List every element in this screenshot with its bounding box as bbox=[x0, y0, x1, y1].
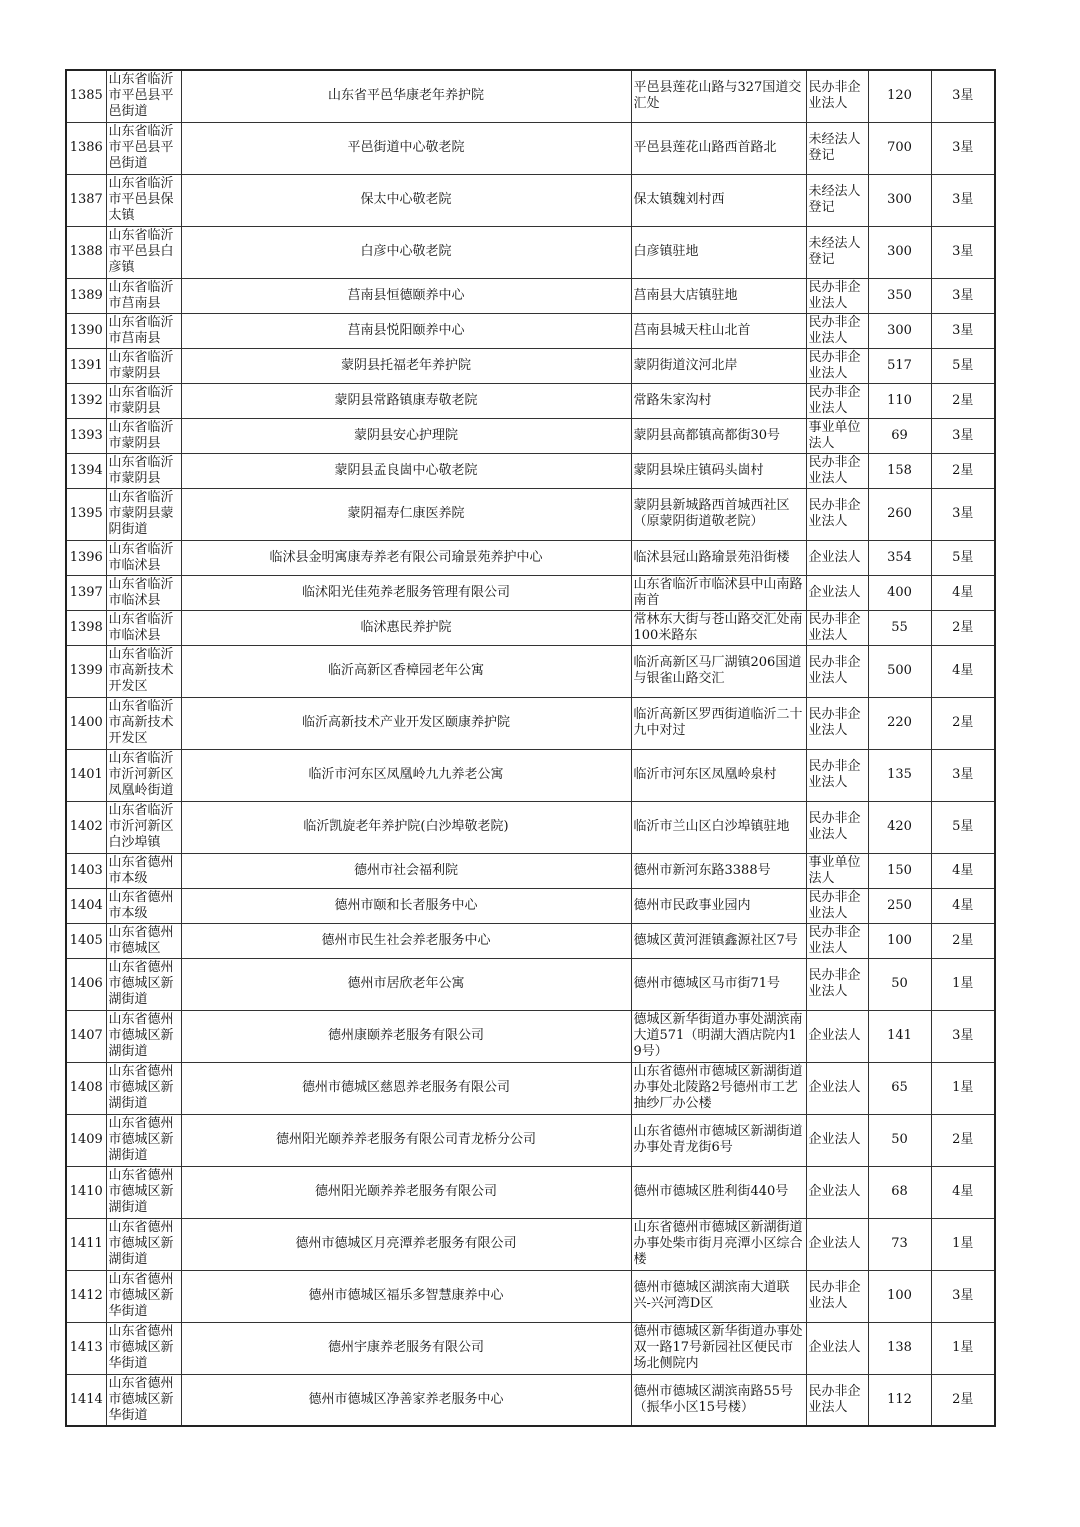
table-row bbox=[66, 853, 995, 888]
legal-type-cell: 事业单位法人 bbox=[806, 418, 868, 453]
star-rating-cell: 3星 bbox=[931, 122, 995, 174]
address-cell: 蒙阴县高都镇高都街30号 bbox=[631, 418, 806, 453]
bed-count-cell: 260 bbox=[868, 488, 931, 540]
region-cell: 山东省临沂市平邑县保太镇 bbox=[106, 174, 181, 226]
row-number-cell: 1397 bbox=[66, 575, 106, 610]
facility-name-cell: 德州市颐和长者服务中心 bbox=[181, 888, 631, 923]
address-cell: 山东省德州市德城区新湖街道办事处青龙街6号 bbox=[631, 1114, 806, 1166]
star-rating-cell: 3星 bbox=[931, 418, 995, 453]
bed-count-cell: 100 bbox=[868, 923, 931, 958]
bed-count-cell: 120 bbox=[868, 70, 931, 122]
address-cell: 蒙阴县新城路西首城西社区（原蒙阴街道敬老院） bbox=[631, 488, 806, 540]
row-number-cell: 1410 bbox=[66, 1166, 106, 1218]
row-number-cell: 1411 bbox=[66, 1218, 106, 1270]
address-cell: 临沂市河东区凤凰岭泉村 bbox=[631, 749, 806, 801]
star-rating-cell: 2星 bbox=[931, 697, 995, 749]
region-cell: 山东省临沂市沂河新区凤凰岭街道 bbox=[106, 749, 181, 801]
region-cell: 山东省临沂市莒南县 bbox=[106, 278, 181, 313]
region-cell: 山东省临沂市高新技术开发区 bbox=[106, 645, 181, 697]
bed-count-cell: 68 bbox=[868, 1166, 931, 1218]
address-cell: 常林东大街与苍山路交汇处南100米路东 bbox=[631, 610, 806, 645]
bed-count-cell: 300 bbox=[868, 313, 931, 348]
bed-count-cell: 100 bbox=[868, 1270, 931, 1322]
region-cell: 山东省临沂市临沭县 bbox=[106, 575, 181, 610]
table-row bbox=[66, 1218, 995, 1270]
row-number-cell: 1394 bbox=[66, 453, 106, 488]
row-number-cell: 1408 bbox=[66, 1062, 106, 1114]
row-number-cell: 1392 bbox=[66, 383, 106, 418]
bed-count-cell: 141 bbox=[868, 1010, 931, 1062]
legal-type-cell: 民办非企业法人 bbox=[806, 70, 868, 122]
legal-type-cell: 民办非企业法人 bbox=[806, 1270, 868, 1322]
facility-name-cell: 德州市居欣老年公寓 bbox=[181, 958, 631, 1010]
star-rating-cell: 4星 bbox=[931, 645, 995, 697]
region-cell: 山东省德州市德城区新湖街道 bbox=[106, 958, 181, 1010]
facility-name-cell: 白彦中心敬老院 bbox=[181, 226, 631, 278]
bed-count-cell: 55 bbox=[868, 610, 931, 645]
bed-count-cell: 220 bbox=[868, 697, 931, 749]
address-cell: 临沂市兰山区白沙埠镇驻地 bbox=[631, 801, 806, 853]
table-row bbox=[66, 888, 995, 923]
region-cell: 山东省德州市德城区新华街道 bbox=[106, 1322, 181, 1374]
star-rating-cell: 2星 bbox=[931, 453, 995, 488]
facility-name-cell: 德州市社会福利院 bbox=[181, 853, 631, 888]
legal-type-cell: 民办非企业法人 bbox=[806, 610, 868, 645]
bed-count-cell: 135 bbox=[868, 749, 931, 801]
address-cell: 山东省德州市德城区新湖街道办事处北陵路2号德州市工艺抽纱厂办公楼 bbox=[631, 1062, 806, 1114]
legal-type-cell: 民办非企业法人 bbox=[806, 697, 868, 749]
star-rating-cell: 3星 bbox=[931, 70, 995, 122]
address-cell: 临沂高新区罗西街道临沂二十九中对过 bbox=[631, 697, 806, 749]
table-row bbox=[66, 122, 995, 174]
star-rating-cell: 4星 bbox=[931, 888, 995, 923]
region-cell: 山东省临沂市蒙阴县 bbox=[106, 348, 181, 383]
row-number-cell: 1391 bbox=[66, 348, 106, 383]
facility-name-cell: 临沭阳光佳苑养老服务管理有限公司 bbox=[181, 575, 631, 610]
table-row bbox=[66, 1270, 995, 1322]
facility-name-cell: 德州市德城区福乐多智慧康养中心 bbox=[181, 1270, 631, 1322]
region-cell: 山东省德州市本级 bbox=[106, 888, 181, 923]
bed-count-cell: 300 bbox=[868, 174, 931, 226]
facility-name-cell: 平邑街道中心敬老院 bbox=[181, 122, 631, 174]
table-row bbox=[66, 1062, 995, 1114]
legal-type-cell: 企业法人 bbox=[806, 1166, 868, 1218]
bed-count-cell: 158 bbox=[868, 453, 931, 488]
region-cell: 山东省临沂市平邑县平邑街道 bbox=[106, 122, 181, 174]
legal-type-cell: 未经法人登记 bbox=[806, 226, 868, 278]
table-row bbox=[66, 1010, 995, 1062]
region-cell: 山东省德州市德城区新湖街道 bbox=[106, 1062, 181, 1114]
region-cell: 山东省德州市本级 bbox=[106, 853, 181, 888]
row-number-cell: 1395 bbox=[66, 488, 106, 540]
star-rating-cell: 3星 bbox=[931, 749, 995, 801]
table-row bbox=[66, 575, 995, 610]
address-cell: 莒南县城天柱山北首 bbox=[631, 313, 806, 348]
bed-count-cell: 354 bbox=[868, 540, 931, 575]
row-number-cell: 1385 bbox=[66, 70, 106, 122]
facility-name-cell: 山东省平邑华康老年养护院 bbox=[181, 70, 631, 122]
legal-type-cell: 民办非企业法人 bbox=[806, 958, 868, 1010]
table-row bbox=[66, 749, 995, 801]
facility-name-cell: 德州宇康养老服务有限公司 bbox=[181, 1322, 631, 1374]
star-rating-cell: 3星 bbox=[931, 1270, 995, 1322]
row-number-cell: 1405 bbox=[66, 923, 106, 958]
legal-type-cell: 企业法人 bbox=[806, 540, 868, 575]
region-cell: 山东省临沂市莒南县 bbox=[106, 313, 181, 348]
star-rating-cell: 3星 bbox=[931, 488, 995, 540]
bed-count-cell: 300 bbox=[868, 226, 931, 278]
region-cell: 山东省德州市德城区新华街道 bbox=[106, 1374, 181, 1426]
bed-count-cell: 350 bbox=[868, 278, 931, 313]
region-cell: 山东省临沂市平邑县白彦镇 bbox=[106, 226, 181, 278]
bed-count-cell: 420 bbox=[868, 801, 931, 853]
table-row bbox=[66, 801, 995, 853]
facility-name-cell: 莒南县悦阳颐养中心 bbox=[181, 313, 631, 348]
facility-name-cell: 德州康颐养老服务有限公司 bbox=[181, 1010, 631, 1062]
facility-name-cell: 蒙阴县孟良崮中心敬老院 bbox=[181, 453, 631, 488]
row-number-cell: 1402 bbox=[66, 801, 106, 853]
table-row bbox=[66, 313, 995, 348]
region-cell: 山东省德州市德城区新湖街道 bbox=[106, 1010, 181, 1062]
star-rating-cell: 5星 bbox=[931, 801, 995, 853]
row-number-cell: 1404 bbox=[66, 888, 106, 923]
facility-name-cell: 德州阳光颐养养老服务有限公司青龙桥分公司 bbox=[181, 1114, 631, 1166]
region-cell: 山东省临沂市临沭县 bbox=[106, 610, 181, 645]
facility-name-cell: 临沭惠民养护院 bbox=[181, 610, 631, 645]
table-row bbox=[66, 610, 995, 645]
address-cell: 平邑县莲花山路与327国道交汇处 bbox=[631, 70, 806, 122]
table-row bbox=[66, 453, 995, 488]
bed-count-cell: 65 bbox=[868, 1062, 931, 1114]
table-row bbox=[66, 278, 995, 313]
facility-name-cell: 临沭县金明寓康寿养老有限公司瑜景苑养护中心 bbox=[181, 540, 631, 575]
row-number-cell: 1414 bbox=[66, 1374, 106, 1426]
address-cell: 德城区黄河涯镇鑫源社区7号 bbox=[631, 923, 806, 958]
table-row bbox=[66, 1322, 995, 1374]
facility-name-cell: 德州市民生社会养老服务中心 bbox=[181, 923, 631, 958]
facility-table bbox=[65, 69, 996, 1427]
facility-name-cell: 蒙阴县安心护理院 bbox=[181, 418, 631, 453]
bed-count-cell: 700 bbox=[868, 122, 931, 174]
region-cell: 山东省临沂市平邑县平邑街道 bbox=[106, 70, 181, 122]
table-row bbox=[66, 1166, 995, 1218]
region-cell: 山东省临沂市沂河新区白沙埠镇 bbox=[106, 801, 181, 853]
address-cell: 平邑县莲花山路西首路北 bbox=[631, 122, 806, 174]
facility-table-body bbox=[66, 70, 995, 1426]
bed-count-cell: 112 bbox=[868, 1374, 931, 1426]
region-cell: 山东省德州市德城区新华街道 bbox=[106, 1270, 181, 1322]
bed-count-cell: 138 bbox=[868, 1322, 931, 1374]
star-rating-cell: 1星 bbox=[931, 958, 995, 1010]
star-rating-cell: 1星 bbox=[931, 1218, 995, 1270]
row-number-cell: 1409 bbox=[66, 1114, 106, 1166]
star-rating-cell: 4星 bbox=[931, 853, 995, 888]
legal-type-cell: 民办非企业法人 bbox=[806, 348, 868, 383]
legal-type-cell: 民办非企业法人 bbox=[806, 313, 868, 348]
address-cell: 德州市民政事业园内 bbox=[631, 888, 806, 923]
legal-type-cell: 企业法人 bbox=[806, 1062, 868, 1114]
bed-count-cell: 110 bbox=[868, 383, 931, 418]
bed-count-cell: 50 bbox=[868, 958, 931, 1010]
facility-name-cell: 临沂市河东区凤凰岭九九养老公寓 bbox=[181, 749, 631, 801]
table-row bbox=[66, 383, 995, 418]
star-rating-cell: 4星 bbox=[931, 1166, 995, 1218]
row-number-cell: 1407 bbox=[66, 1010, 106, 1062]
row-number-cell: 1387 bbox=[66, 174, 106, 226]
star-rating-cell: 5星 bbox=[931, 348, 995, 383]
row-number-cell: 1393 bbox=[66, 418, 106, 453]
address-cell: 临沭县冠山路瑜景苑沿街楼 bbox=[631, 540, 806, 575]
bed-count-cell: 250 bbox=[868, 888, 931, 923]
row-number-cell: 1406 bbox=[66, 958, 106, 1010]
legal-type-cell: 民办非企业法人 bbox=[806, 923, 868, 958]
star-rating-cell: 3星 bbox=[931, 278, 995, 313]
legal-type-cell: 民办非企业法人 bbox=[806, 801, 868, 853]
table-row bbox=[66, 697, 995, 749]
table-row bbox=[66, 226, 995, 278]
legal-type-cell: 事业单位法人 bbox=[806, 853, 868, 888]
region-cell: 山东省临沂市临沭县 bbox=[106, 540, 181, 575]
facility-name-cell: 德州市德城区净善家养老服务中心 bbox=[181, 1374, 631, 1426]
row-number-cell: 1403 bbox=[66, 853, 106, 888]
table-row bbox=[66, 174, 995, 226]
star-rating-cell: 4星 bbox=[931, 575, 995, 610]
region-cell: 山东省临沂市蒙阴县 bbox=[106, 418, 181, 453]
star-rating-cell: 2星 bbox=[931, 610, 995, 645]
table-row bbox=[66, 488, 995, 540]
region-cell: 山东省德州市德城区新湖街道 bbox=[106, 1218, 181, 1270]
bed-count-cell: 69 bbox=[868, 418, 931, 453]
region-cell: 山东省临沂市蒙阴县 bbox=[106, 383, 181, 418]
table-row bbox=[66, 645, 995, 697]
row-number-cell: 1399 bbox=[66, 645, 106, 697]
table-row bbox=[66, 70, 995, 122]
legal-type-cell: 民办非企业法人 bbox=[806, 383, 868, 418]
address-cell: 山东省德州市德城区新湖街道办事处柴市街月亮潭小区综合楼 bbox=[631, 1218, 806, 1270]
region-cell: 山东省德州市德城区新湖街道 bbox=[106, 1114, 181, 1166]
legal-type-cell: 民办非企业法人 bbox=[806, 645, 868, 697]
address-cell: 保太镇魏刘村西 bbox=[631, 174, 806, 226]
region-cell: 山东省德州市德城区新湖街道 bbox=[106, 1166, 181, 1218]
row-number-cell: 1390 bbox=[66, 313, 106, 348]
star-rating-cell: 1星 bbox=[931, 1062, 995, 1114]
table-row bbox=[66, 958, 995, 1010]
star-rating-cell: 5星 bbox=[931, 540, 995, 575]
facility-name-cell: 临沂凯旋老年养护院(白沙埠敬老院) bbox=[181, 801, 631, 853]
region-cell: 山东省临沂市蒙阴县 bbox=[106, 453, 181, 488]
legal-type-cell: 民办非企业法人 bbox=[806, 278, 868, 313]
address-cell: 白彦镇驻地 bbox=[631, 226, 806, 278]
address-cell: 德州市德城区湖滨南路55号（振华小区15号楼） bbox=[631, 1374, 806, 1426]
star-rating-cell: 3星 bbox=[931, 313, 995, 348]
legal-type-cell: 民办非企业法人 bbox=[806, 453, 868, 488]
address-cell: 蒙阴街道汶河北岸 bbox=[631, 348, 806, 383]
bed-count-cell: 50 bbox=[868, 1114, 931, 1166]
facility-name-cell: 德州市德城区月亮潭养老服务有限公司 bbox=[181, 1218, 631, 1270]
row-number-cell: 1386 bbox=[66, 122, 106, 174]
row-number-cell: 1413 bbox=[66, 1322, 106, 1374]
facility-name-cell: 蒙阴县托福老年养护院 bbox=[181, 348, 631, 383]
star-rating-cell: 2星 bbox=[931, 923, 995, 958]
bed-count-cell: 500 bbox=[868, 645, 931, 697]
facility-name-cell: 临沂高新技术产业开发区颐康养护院 bbox=[181, 697, 631, 749]
legal-type-cell: 企业法人 bbox=[806, 1114, 868, 1166]
address-cell: 德州市德城区马市街71号 bbox=[631, 958, 806, 1010]
table-row bbox=[66, 1374, 995, 1426]
table-row bbox=[66, 1114, 995, 1166]
address-cell: 莒南县大店镇驻地 bbox=[631, 278, 806, 313]
row-number-cell: 1389 bbox=[66, 278, 106, 313]
legal-type-cell: 民办非企业法人 bbox=[806, 888, 868, 923]
table-row bbox=[66, 540, 995, 575]
legal-type-cell: 企业法人 bbox=[806, 575, 868, 610]
row-number-cell: 1401 bbox=[66, 749, 106, 801]
row-number-cell: 1398 bbox=[66, 610, 106, 645]
row-number-cell: 1396 bbox=[66, 540, 106, 575]
bed-count-cell: 400 bbox=[868, 575, 931, 610]
address-cell: 常路朱家沟村 bbox=[631, 383, 806, 418]
facility-name-cell: 蒙阴县常路镇康寿敬老院 bbox=[181, 383, 631, 418]
address-cell: 临沂高新区马厂湖镇206国道与银雀山路交汇 bbox=[631, 645, 806, 697]
facility-name-cell: 保太中心敬老院 bbox=[181, 174, 631, 226]
row-number-cell: 1388 bbox=[66, 226, 106, 278]
facility-name-cell: 蒙阴福寿仁康医养院 bbox=[181, 488, 631, 540]
address-cell: 蒙阴县垛庄镇码头崮村 bbox=[631, 453, 806, 488]
address-cell: 德州市新河东路3388号 bbox=[631, 853, 806, 888]
legal-type-cell: 未经法人登记 bbox=[806, 174, 868, 226]
star-rating-cell: 2星 bbox=[931, 1374, 995, 1426]
table-row bbox=[66, 923, 995, 958]
legal-type-cell: 民办非企业法人 bbox=[806, 749, 868, 801]
bed-count-cell: 150 bbox=[868, 853, 931, 888]
facility-name-cell: 临沂高新区香樟园老年公寓 bbox=[181, 645, 631, 697]
legal-type-cell: 企业法人 bbox=[806, 1218, 868, 1270]
star-rating-cell: 2星 bbox=[931, 383, 995, 418]
region-cell: 山东省临沂市高新技术开发区 bbox=[106, 697, 181, 749]
legal-type-cell: 民办非企业法人 bbox=[806, 488, 868, 540]
bed-count-cell: 73 bbox=[868, 1218, 931, 1270]
address-cell: 德州市德城区新华街道办事处双一路17号新园社区便民市场北侧院内 bbox=[631, 1322, 806, 1374]
row-number-cell: 1412 bbox=[66, 1270, 106, 1322]
row-number-cell: 1400 bbox=[66, 697, 106, 749]
address-cell: 山东省临沂市临沭县中山南路南首 bbox=[631, 575, 806, 610]
facility-name-cell: 德州阳光颐养养老服务有限公司 bbox=[181, 1166, 631, 1218]
address-cell: 德州市德城区湖滨南大道联兴-兴河湾D区 bbox=[631, 1270, 806, 1322]
facility-name-cell: 莒南县恒德颐养中心 bbox=[181, 278, 631, 313]
legal-type-cell: 民办非企业法人 bbox=[806, 1374, 868, 1426]
legal-type-cell: 企业法人 bbox=[806, 1322, 868, 1374]
table-row bbox=[66, 348, 995, 383]
legal-type-cell: 企业法人 bbox=[806, 1010, 868, 1062]
star-rating-cell: 2星 bbox=[931, 1114, 995, 1166]
star-rating-cell: 3星 bbox=[931, 226, 995, 278]
address-cell: 德城区新华街道办事处湖滨南大道571（明湖大酒店院内19号） bbox=[631, 1010, 806, 1062]
star-rating-cell: 1星 bbox=[931, 1322, 995, 1374]
bed-count-cell: 517 bbox=[868, 348, 931, 383]
star-rating-cell: 3星 bbox=[931, 174, 995, 226]
region-cell: 山东省德州市德城区 bbox=[106, 923, 181, 958]
facility-name-cell: 德州市德城区慈恩养老服务有限公司 bbox=[181, 1062, 631, 1114]
table-row bbox=[66, 418, 995, 453]
legal-type-cell: 未经法人登记 bbox=[806, 122, 868, 174]
address-cell: 德州市德城区胜利街440号 bbox=[631, 1166, 806, 1218]
star-rating-cell: 3星 bbox=[931, 1010, 995, 1062]
region-cell: 山东省临沂市蒙阴县蒙阴街道 bbox=[106, 488, 181, 540]
